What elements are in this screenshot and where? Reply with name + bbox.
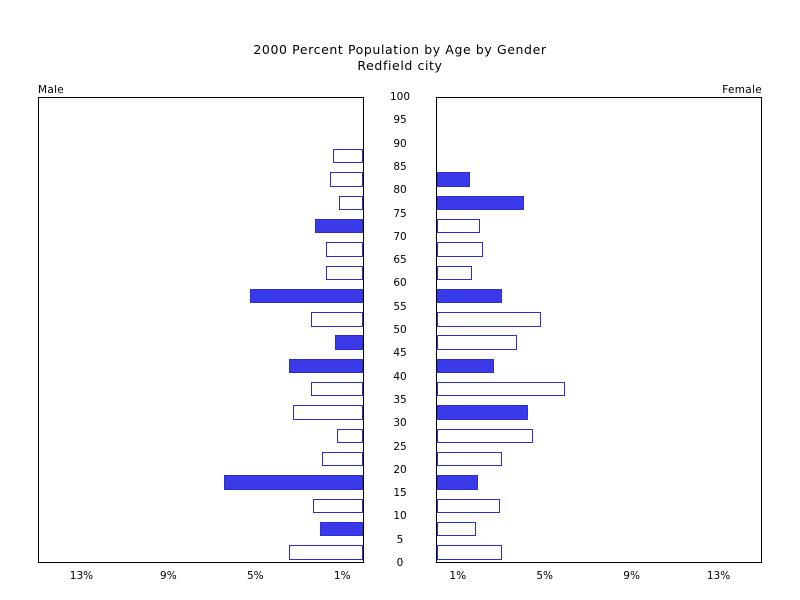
bar <box>313 499 363 513</box>
age-tick-label: 90 <box>393 137 407 150</box>
age-tick-label: 70 <box>393 230 407 243</box>
bar <box>437 382 565 396</box>
x-tick-label: 13% <box>706 570 731 582</box>
age-tick-label: 75 <box>393 207 407 220</box>
bar <box>315 219 363 233</box>
bar <box>437 196 524 210</box>
age-tick-label: 65 <box>393 254 407 267</box>
bar <box>437 429 533 443</box>
bar <box>437 452 502 466</box>
female-panel-label: Female <box>722 84 762 96</box>
bar <box>322 452 363 466</box>
bar <box>437 522 476 536</box>
age-tick-label: 45 <box>393 347 407 360</box>
bar <box>330 172 363 186</box>
female-plot-area <box>436 97 762 563</box>
bar <box>250 289 363 303</box>
bar <box>289 359 363 373</box>
age-tick-label: 15 <box>393 487 407 500</box>
bar <box>320 522 363 536</box>
bar <box>437 545 502 559</box>
age-tick-label: 5 <box>396 533 404 546</box>
age-tick-label: 30 <box>393 417 407 430</box>
bar <box>437 242 483 256</box>
age-tick-label: 25 <box>393 440 407 453</box>
bar <box>311 382 363 396</box>
x-tick-label: 5% <box>536 570 553 582</box>
age-tick-label: 95 <box>393 114 407 127</box>
bar <box>437 499 500 513</box>
bar <box>437 359 494 373</box>
chart-title-line1: 2000 Percent Population by Age by Gender <box>253 42 547 57</box>
bar <box>311 312 363 326</box>
bar <box>333 149 363 163</box>
bar <box>437 172 470 186</box>
bar <box>437 219 480 233</box>
bar <box>437 289 502 303</box>
age-tick-label: 35 <box>393 393 407 406</box>
bar <box>293 405 363 419</box>
male-plot-area <box>38 97 364 563</box>
age-tick-label: 20 <box>393 463 407 476</box>
x-tick-label: 1% <box>449 570 467 582</box>
age-tick-label: 40 <box>393 370 407 383</box>
x-tick-label: 13% <box>69 570 94 582</box>
bar <box>437 335 517 349</box>
bar <box>437 312 541 326</box>
age-tick-label: 85 <box>393 160 407 173</box>
bar <box>437 405 528 419</box>
age-tick-label: 0 <box>396 557 404 569</box>
age-tick-label: 100 <box>389 91 411 103</box>
age-tick-label: 55 <box>393 300 407 313</box>
age-tick-label: 80 <box>393 184 407 197</box>
bar <box>326 242 363 256</box>
chart-title-line2: Redfield city <box>357 58 443 73</box>
x-tick-label: 9% <box>160 570 177 582</box>
bar <box>289 545 363 559</box>
age-tick-label: 60 <box>393 277 407 290</box>
bar <box>437 266 472 280</box>
male-panel-label: Male <box>38 84 65 96</box>
bar <box>337 429 363 443</box>
bar <box>335 335 363 349</box>
age-tick-label: 50 <box>393 324 407 336</box>
age-tick-label: 10 <box>393 510 407 523</box>
age-axis <box>364 91 436 569</box>
x-tick-label: 1% <box>333 570 351 582</box>
bar <box>224 475 363 489</box>
bar <box>339 196 363 210</box>
x-tick-label: 9% <box>623 570 640 582</box>
bar <box>326 266 363 280</box>
bar <box>437 475 478 489</box>
x-tick-label: 5% <box>246 570 264 582</box>
